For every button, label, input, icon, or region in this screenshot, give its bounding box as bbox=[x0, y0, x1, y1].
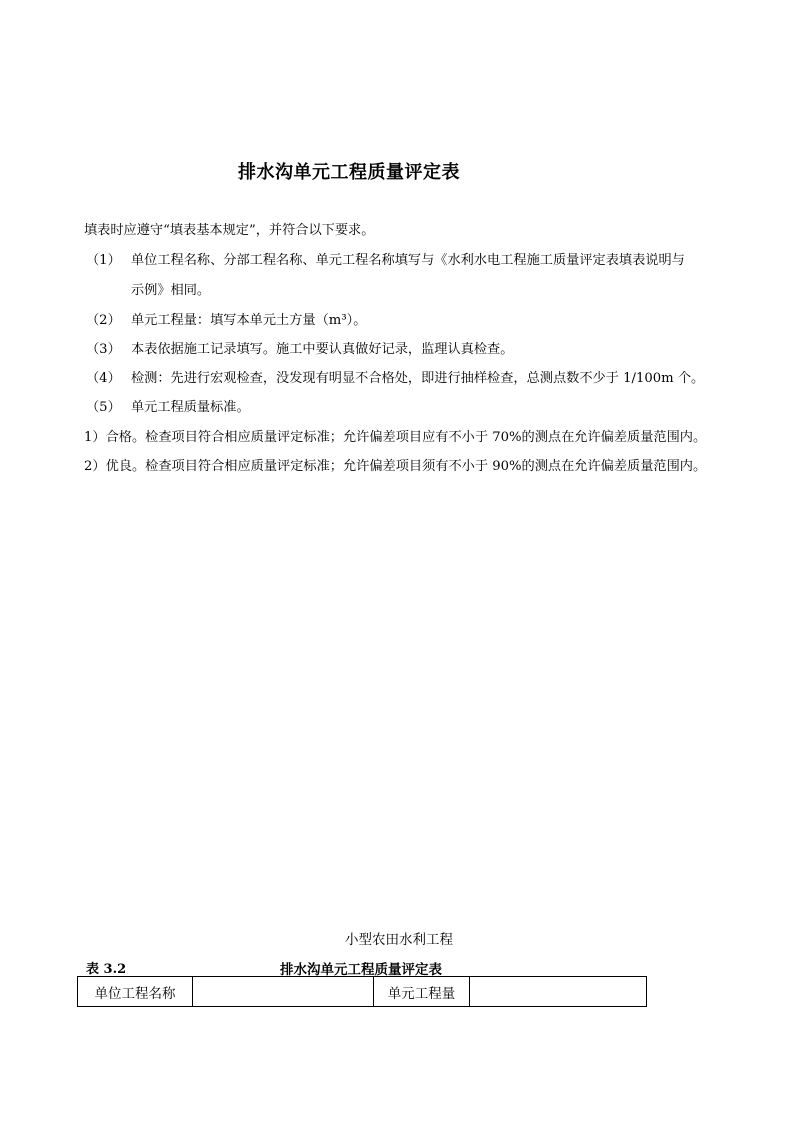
instruction-text-5: 单元工程质量标准。 bbox=[131, 400, 250, 415]
instruction-text-1: 单位工程名称、分部工程名称、单元工程名称填写与《水利水电工程施工质量评定表填表说明与 bbox=[131, 253, 685, 268]
page-title: 排水沟单元工程质量评定表 bbox=[238, 162, 460, 183]
standard-excellent: 2）优良。检查项目符合相应质量评定标准；允许偏差项目须有不小于 90%的测点在允许偏差质量范围内。 bbox=[84, 459, 707, 474]
instruction-number-4: （4） bbox=[86, 371, 121, 386]
instruction-number-2: （2） bbox=[86, 313, 121, 328]
table-number: 表 3.2 bbox=[86, 962, 127, 977]
table-row bbox=[78, 977, 647, 1007]
instruction-text-1-continued: 示例》相同。 bbox=[131, 283, 211, 298]
form-subheading: 小型农田水利工程 bbox=[345, 932, 453, 948]
table-title: 排水沟单元工程质量评定表 bbox=[280, 962, 442, 978]
instruction-number-5: （5） bbox=[86, 400, 121, 415]
standard-qualified: 1）合格。检查项目符合相应质量评定标准；允许偏差项目应有不小于 70%的测点在允许偏差质量范围内。 bbox=[84, 430, 707, 445]
instruction-number-3: （3） bbox=[86, 342, 121, 357]
unit-project-name-label: 单位工程名称 bbox=[78, 977, 193, 1007]
instruction-number-1: （1） bbox=[86, 253, 121, 268]
unit-quantity-field[interactable] bbox=[470, 977, 647, 1007]
unit-quantity-label: 单元工程量 bbox=[374, 977, 470, 1007]
unit-project-name-field[interactable] bbox=[193, 977, 374, 1007]
instruction-text-2: 单元工程量：填写本单元土方量（m³）。 bbox=[131, 313, 367, 328]
instruction-text-3: 本表依据施工记录填写。施工中要认真做好记录，监理认真检查。 bbox=[131, 342, 514, 357]
info-table bbox=[77, 976, 647, 1007]
instructions-lead: 填表时应遵守“填表基本规定”，并符合以下要求。 bbox=[84, 223, 375, 238]
instruction-text-4: 检测：先进行宏观检查，没发现有明显不合格处，即进行抽样检查，总测点数不少于 1/100m 个。 bbox=[131, 371, 705, 386]
